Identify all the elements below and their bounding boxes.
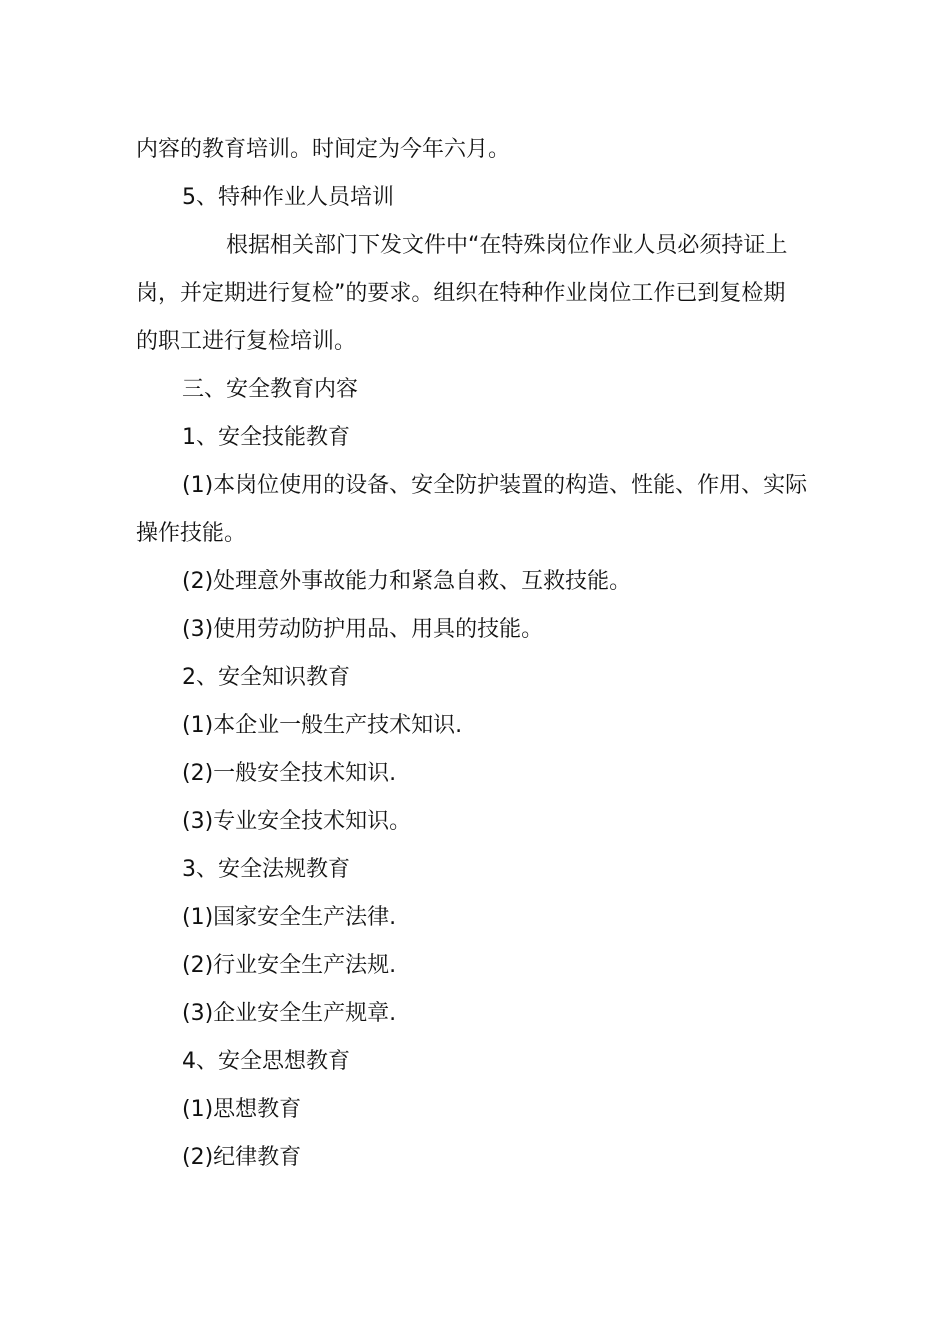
list-item: (2)纪律教育 (182, 1145, 302, 1170)
list-item: (1)本企业一般生产技术知识. (182, 713, 463, 738)
paragraph-line-continuation: 内容的教育培训。时间定为今年六月。 (136, 137, 511, 162)
section-heading-special-worker-training: 5、特种作业人员培训 (182, 185, 394, 210)
document-page (136, 126, 816, 1182)
list-item: (3)企业安全生产规章. (182, 1001, 397, 1026)
section-heading-safety-content: 三、安全教育内容 (182, 377, 359, 402)
subsection-heading-regulations: 3、安全法规教育 (182, 857, 350, 882)
list-item: (1)思想教育 (182, 1097, 302, 1122)
paragraph-line: 根据相关部门下发文件中“在特殊岗位作业人员必须持证上 (226, 233, 788, 258)
subsection-heading-skills: 1、安全技能教育 (182, 425, 350, 450)
list-item: (2)行业安全生产法规. (182, 953, 397, 978)
subsection-heading-thought: 4、安全思想教育 (182, 1049, 350, 1074)
list-item: (1)国家安全生产法律. (182, 905, 397, 930)
list-item-continuation: 操作技能。 (136, 521, 247, 546)
list-item: (3)使用劳动防护用品、用具的技能。 (182, 617, 544, 642)
list-item: (3)专业安全技术知识。 (182, 809, 412, 834)
list-item: (1)本岗位使用的设备、安全防护装置的构造、性能、作用、实际 (182, 473, 808, 498)
subsection-heading-knowledge: 2、安全知识教育 (182, 665, 350, 690)
list-item: (2)处理意外事故能力和紧急自救、互救技能。 (182, 569, 632, 594)
paragraph-line: 的职工进行复检培训。 (136, 329, 357, 354)
paragraph-line: 岗，并定期进行复检”的要求。组织在特种作业岗位工作已到复检期 (136, 281, 786, 306)
list-item: (2)一般安全技术知识. (182, 761, 397, 786)
